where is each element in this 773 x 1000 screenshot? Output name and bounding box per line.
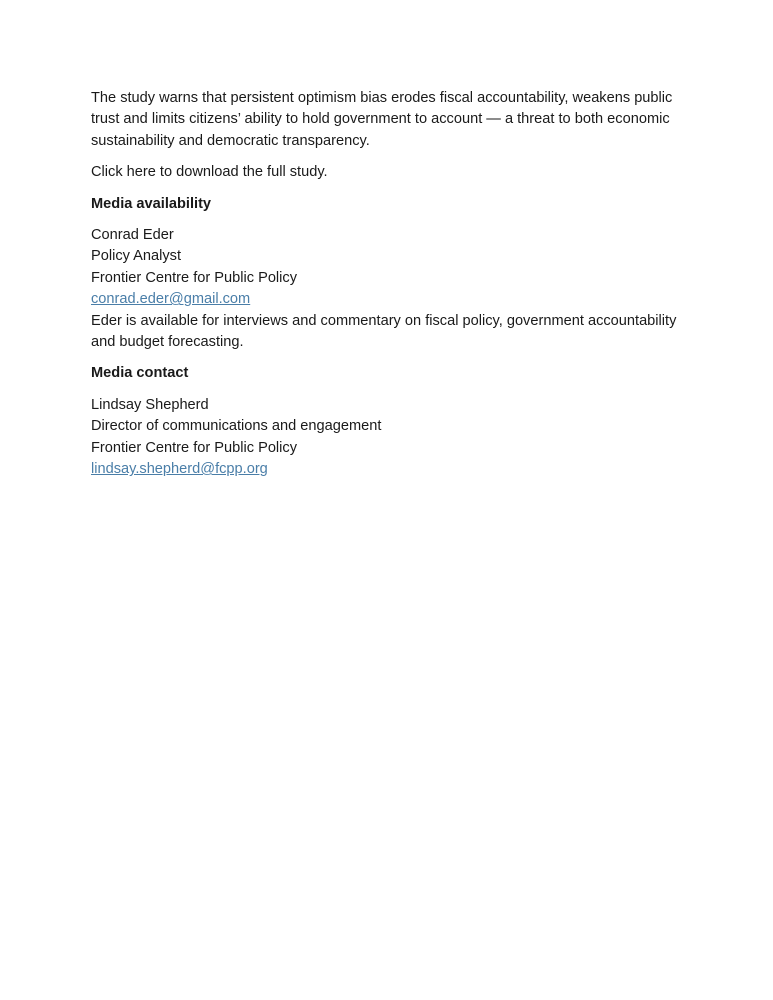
download-study-link[interactable]: Click here to download the full study. [91, 164, 328, 181]
analyst-organization: Frontier Centre for Public Policy [91, 269, 298, 286]
contact-organization: Frontier Centre for Public Policy [91, 439, 298, 456]
contact-title: Director of communications and engagement [91, 418, 382, 435]
intro-paragraph: The study warns that persistent optimism bias erodes fiscal accountability, weakens public trust and limits citizens’ ability to hold government to account — a threat to both economic sustainability and democratic transparency. [91, 90, 673, 149]
media-availability-block [91, 225, 691, 353]
analyst-availability-note: Eder is available for interviews and commentary on fiscal policy, government accountability and budget forecasting. [91, 312, 677, 351]
document-content [91, 88, 691, 491]
analyst-name: Conrad Eder [91, 227, 174, 244]
contact-name: Lindsay Shepherd [91, 396, 209, 413]
analyst-title: Policy Analyst [91, 248, 182, 265]
contact-email-link[interactable]: lindsay.shepherd@fcpp.org [91, 461, 268, 478]
analyst-email-link[interactable]: conrad.eder@gmail.com [91, 291, 251, 308]
media-contact-block [91, 395, 691, 481]
media-availability-heading: Media availability [91, 195, 212, 212]
media-contact-heading: Media contact [91, 365, 189, 382]
